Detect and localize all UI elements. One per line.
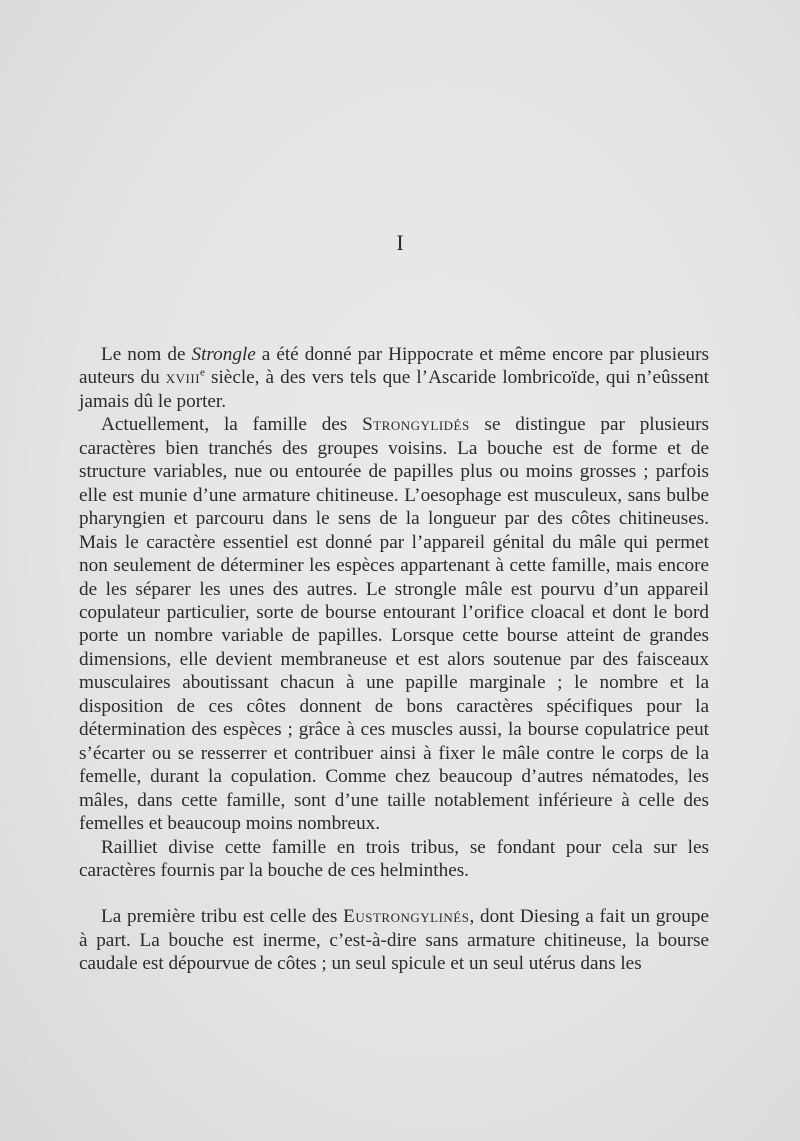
body-text [79, 343, 709, 976]
text-run: , dont Diesing a fait un groupe à part. La bouche est inerme, c’est-à-dire sans armature chitineuse, la bourse caudale est dépourvue de côtes ; un seul spicule et un seul utérus dans les [79, 906, 709, 975]
text-run: La première tribu est celle des [101, 906, 344, 928]
text-run: e [200, 367, 205, 380]
paragraph [79, 343, 709, 413]
text-run: se distingue par plusieurs caractères bien tranchés des groupes voisins. La bouche est de forme et de structure variables, nue ou entourée de papilles plus ou moins grosses ; parfois elle est munie d’une armature chitineuse. L’oesophage est musculeux, sans bulbe pharyngien et parcouru dans le sens de la longueur par des côtes chitineuses. Mais le caractère essentiel est donné par l’appareil génital du mâle qui permet non seulement de déterminer les espèces appartenant à cette famille, mais encore de les séparer les unes des autres. Le strongle mâle est pourvu d’un appareil copulateur particulier, sorte de bourse entourant l’orifice cloacal et dont le bord porte un nombre variable de papilles. Lorsque cette bourse atteint de grandes dimensions, elle devient membraneuse et est alors soutenue par des faisceaux musculaires aboutissant chacun à une papille marginale ; le nombre et la disposition de ces côtes donnent de bons caractères spécifiques pour la détermination des espèces ; grâce à ces muscles aussi, la bourse copulatrice peut s’écarter ou se resserrer et contribuer ainsi à fixer le mâle contre le corps de la femelle, durant la copulation. Comme chez beaucoup d’autres nématodes, les mâles, dans cette famille, sont d’une taille notablement inférieure à celle des femelles et beaucoup moins nombreux. [79, 414, 709, 835]
text-run: a été donné par Hippocrate et même encore par plusieurs auteurs du [79, 344, 709, 389]
text-run: Eustrongylinés [343, 906, 470, 928]
text-run: Le nom de [101, 344, 192, 365]
text-run: Actuellement, la famille des [101, 414, 363, 436]
paragraph [79, 905, 709, 975]
text-run: Strongylidés [362, 414, 470, 436]
text-run: siècle, à des vers tels que l’Ascaride lombricoïde, qui n’eûssent jamais dû le porter. [79, 367, 709, 412]
paragraph [79, 836, 709, 883]
text-run: Strongle [191, 344, 256, 365]
text-run: xviii [165, 367, 201, 389]
chapter-numeral: I [396, 230, 404, 255]
paragraph [79, 413, 709, 835]
text-run: Railliet divise cette famille en trois tribus, se fondant pour cela sur les caractères fournis par la bouche de ces helminthes. [79, 836, 709, 881]
